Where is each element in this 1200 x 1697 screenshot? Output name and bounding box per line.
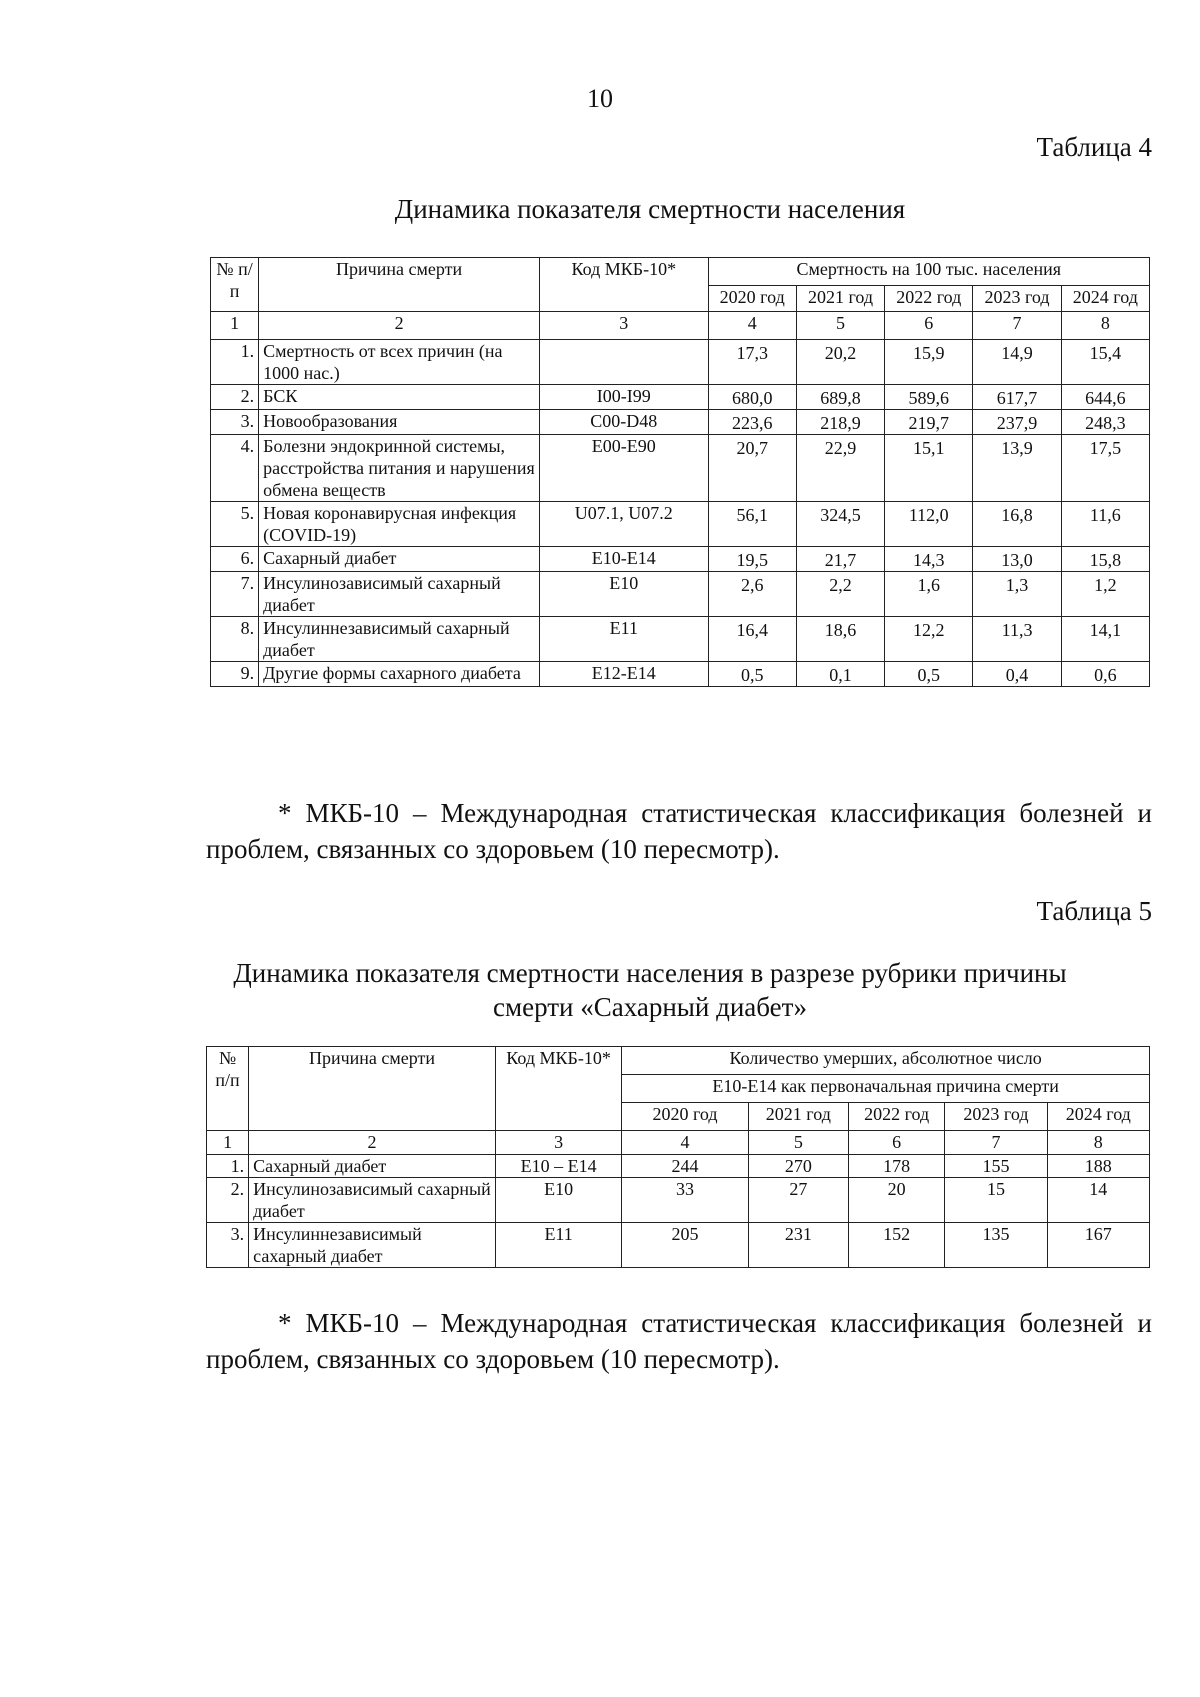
- col-number: 8: [1047, 1131, 1149, 1155]
- table-row: [211, 435, 1150, 502]
- row-num: 3.: [211, 410, 259, 435]
- row-code: E10: [540, 572, 709, 617]
- table4-footnote: * МКБ-10 – Международная статистическая классификация болезней и проблем, связанных со здоровьем (10 пересмотр).: [206, 798, 1152, 864]
- row-num: 5.: [211, 502, 259, 547]
- row-code: E10: [495, 1178, 621, 1223]
- col-number: 7: [973, 312, 1061, 340]
- row-value: 15,9: [885, 340, 973, 385]
- mortality-table: [210, 257, 1150, 687]
- col-number: 5: [796, 312, 884, 340]
- row-value: 1,3: [973, 572, 1061, 617]
- row-value: 14,1: [1061, 617, 1149, 662]
- table4-title: Динамика показателя смертности населения: [394, 194, 906, 224]
- row-value: 167: [1047, 1223, 1149, 1268]
- col-number: 4: [622, 1131, 748, 1155]
- row-value: 2,2: [796, 572, 884, 617]
- row-cause: Новообразования: [259, 410, 540, 435]
- row-value: 589,6: [885, 385, 973, 410]
- header-code: Код МКБ-10*: [540, 258, 709, 312]
- col-number: 2: [259, 312, 540, 340]
- header-year: 2023 год: [945, 1103, 1047, 1131]
- col-number: 7: [945, 1131, 1047, 1155]
- row-value: 13,0: [973, 547, 1061, 572]
- row-value: 218,9: [796, 410, 884, 435]
- header-year: 2021 год: [748, 1103, 848, 1131]
- row-cause: Новая коронавирусная инфекция (COVID-19): [259, 502, 540, 547]
- col-number: 1: [211, 312, 259, 340]
- header-year: 2022 год: [885, 286, 973, 312]
- col-number: 6: [885, 312, 973, 340]
- row-value: 13,9: [973, 435, 1061, 502]
- table4-label: Таблица 4: [1036, 132, 1152, 162]
- row-value: 155: [945, 1155, 1047, 1178]
- row-value: 12,2: [885, 617, 973, 662]
- table-row: [211, 385, 1150, 410]
- row-cause: Сахарный диабет: [259, 547, 540, 572]
- row-value: 11,6: [1061, 502, 1149, 547]
- row-value: 20: [849, 1178, 945, 1223]
- row-cause: БСК: [259, 385, 540, 410]
- col-number: 6: [849, 1131, 945, 1155]
- col-number: 2: [249, 1131, 496, 1155]
- header-year: 2024 год: [1061, 286, 1149, 312]
- row-num: 2.: [207, 1178, 249, 1223]
- row-value: 11,3: [973, 617, 1061, 662]
- row-code: C00-D48: [540, 410, 709, 435]
- row-value: 644,6: [1061, 385, 1149, 410]
- table-row: [211, 547, 1150, 572]
- table-row: [211, 502, 1150, 547]
- header-cause: Причина смерти: [249, 1047, 496, 1131]
- header-cause: Причина смерти: [259, 258, 540, 312]
- header-year: 2020 год: [622, 1103, 748, 1131]
- header-code: Код МКБ-10*: [495, 1047, 621, 1131]
- row-value: 244: [622, 1155, 748, 1178]
- col-number: 3: [540, 312, 709, 340]
- page-number: 10: [587, 84, 613, 113]
- row-num: 1.: [207, 1155, 249, 1178]
- row-value: 14,9: [973, 340, 1061, 385]
- row-value: 219,7: [885, 410, 973, 435]
- row-cause: Инсулиннезависимый сахарный диабет: [249, 1223, 496, 1268]
- row-value: 237,9: [973, 410, 1061, 435]
- row-value: 15: [945, 1178, 1047, 1223]
- row-value: 15,8: [1061, 547, 1149, 572]
- row-value: 1,6: [885, 572, 973, 617]
- header-num: № п/п: [211, 258, 259, 312]
- row-value: 22,9: [796, 435, 884, 502]
- row-value: 16,8: [973, 502, 1061, 547]
- row-num: 2.: [211, 385, 259, 410]
- row-value: 231: [748, 1223, 848, 1268]
- row-value: 223,6: [708, 410, 796, 435]
- row-code: E10 – E14: [495, 1155, 621, 1178]
- table-row: [207, 1178, 1150, 1223]
- header-group: Количество умерших, абсолютное число: [622, 1047, 1150, 1075]
- header-subgroup: E10-E14 как первоначальная причина смерти: [622, 1075, 1150, 1103]
- header-year: 2023 год: [973, 286, 1061, 312]
- col-number: 3: [495, 1131, 621, 1155]
- row-value: 0,5: [708, 662, 796, 687]
- row-value: 15,4: [1061, 340, 1149, 385]
- row-value: 18,6: [796, 617, 884, 662]
- row-value: 20,7: [708, 435, 796, 502]
- row-num: 6.: [211, 547, 259, 572]
- row-code: I00-I99: [540, 385, 709, 410]
- table-row: [211, 617, 1150, 662]
- row-value: 1,2: [1061, 572, 1149, 617]
- row-value: 178: [849, 1155, 945, 1178]
- table5-title: Динамика показателя смертности населения в разрезе рубрики причины смерти «Сахарный диабет»: [233, 958, 1067, 1022]
- col-number: 5: [748, 1131, 848, 1155]
- row-num: 3.: [207, 1223, 249, 1268]
- row-value: 0,4: [973, 662, 1061, 687]
- row-cause: Сахарный диабет: [249, 1155, 496, 1178]
- row-value: 270: [748, 1155, 848, 1178]
- row-value: 188: [1047, 1155, 1149, 1178]
- row-value: 112,0: [885, 502, 973, 547]
- table-row: [211, 572, 1150, 617]
- row-value: 152: [849, 1223, 945, 1268]
- row-value: 16,4: [708, 617, 796, 662]
- row-value: 17,5: [1061, 435, 1149, 502]
- row-value: 33: [622, 1178, 748, 1223]
- row-value: 19,5: [708, 547, 796, 572]
- col-number: 8: [1061, 312, 1149, 340]
- header-year: 2021 год: [796, 286, 884, 312]
- row-num: 4.: [211, 435, 259, 502]
- table-row: [211, 662, 1150, 687]
- row-code: E00-E90: [540, 435, 709, 502]
- row-value: 680,0: [708, 385, 796, 410]
- row-cause: Смертность от всех причин (на 1000 нас.): [259, 340, 540, 385]
- row-value: 14,3: [885, 547, 973, 572]
- row-cause: Инсулиннезависимый сахарный диабет: [259, 617, 540, 662]
- header-year: 2020 год: [708, 286, 796, 312]
- header-num: № п/п: [207, 1047, 249, 1131]
- row-code: E12-E14: [540, 662, 709, 687]
- row-value: 0,6: [1061, 662, 1149, 687]
- row-cause: Инсулинозависимый сахарный диабет: [259, 572, 540, 617]
- header-group: Смертность на 100 тыс. населения: [708, 258, 1149, 286]
- row-value: 324,5: [796, 502, 884, 547]
- col-number: 4: [708, 312, 796, 340]
- row-num: 8.: [211, 617, 259, 662]
- col-number: 1: [207, 1131, 249, 1155]
- table-row: [207, 1223, 1150, 1268]
- header-year: 2024 год: [1047, 1103, 1149, 1131]
- row-value: 56,1: [708, 502, 796, 547]
- table5-label: Таблица 5: [1036, 896, 1152, 926]
- row-value: 14: [1047, 1178, 1149, 1223]
- row-code: [540, 340, 709, 385]
- row-value: 135: [945, 1223, 1047, 1268]
- row-code: E11: [540, 617, 709, 662]
- table-row: [211, 340, 1150, 385]
- row-value: 205: [622, 1223, 748, 1268]
- row-num: 9.: [211, 662, 259, 687]
- row-code: E10-E14: [540, 547, 709, 572]
- row-value: 617,7: [973, 385, 1061, 410]
- row-code: U07.1, U07.2: [540, 502, 709, 547]
- table5-footnote: * МКБ-10 – Международная статистическая классификация болезней и проблем, связанных со здоровьем (10 пересмотр).: [206, 1308, 1152, 1374]
- row-value: 17,3: [708, 340, 796, 385]
- row-cause: Болезни эндокринной системы, расстройства питания и нарушения обмена веществ: [259, 435, 540, 502]
- table-row: [207, 1155, 1150, 1178]
- row-value: 0,5: [885, 662, 973, 687]
- row-value: 20,2: [796, 340, 884, 385]
- row-value: 0,1: [796, 662, 884, 687]
- row-cause: Инсулинозависимый сахарный диабет: [249, 1178, 496, 1223]
- diabetes-deaths-table: [206, 1046, 1150, 1268]
- row-cause: Другие формы сахарного диабета: [259, 662, 540, 687]
- row-value: 21,7: [796, 547, 884, 572]
- row-value: 27: [748, 1178, 848, 1223]
- row-value: 248,3: [1061, 410, 1149, 435]
- row-value: 689,8: [796, 385, 884, 410]
- row-num: 1.: [211, 340, 259, 385]
- row-value: 2,6: [708, 572, 796, 617]
- table-row: [211, 410, 1150, 435]
- row-num: 7.: [211, 572, 259, 617]
- row-value: 15,1: [885, 435, 973, 502]
- row-code: E11: [495, 1223, 621, 1268]
- header-year: 2022 год: [849, 1103, 945, 1131]
